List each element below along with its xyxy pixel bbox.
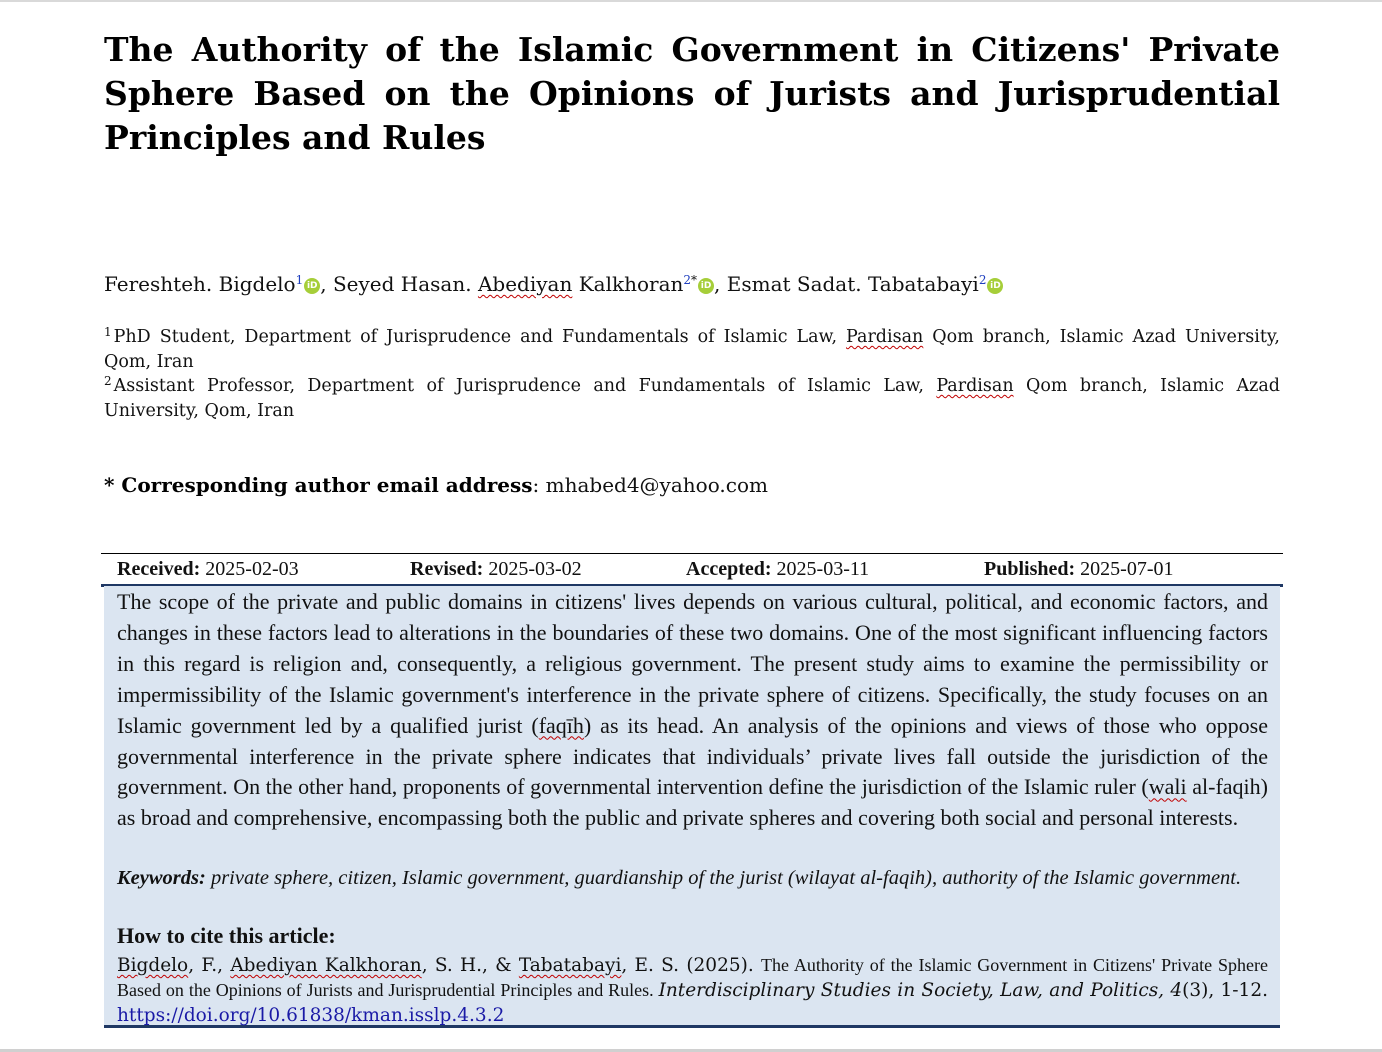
author-name-misspelled: Abediyan [477,272,573,296]
accepted-label: Accepted: [686,558,772,580]
affiliation-text: Qom branch, Islamic Azad University, Qom, Iran [104,376,1280,421]
revised-label: Revised: [410,558,484,580]
cite-author: Bigdelo [117,955,189,976]
author-name: Fereshteh. Bigdelo [104,272,296,296]
affiliation-number: 1 [104,325,112,339]
keywords-label: Keywords: [117,867,206,889]
cite-author: Tabatabayi [518,955,622,976]
author-name: Kalkhoran [572,272,684,296]
corresponding-email[interactable]: mhabed4@yahoo.com [545,473,768,497]
abstract-text [117,587,1268,834]
author-affil-sup: 2 [978,273,987,287]
cite-text: , E. S. (2025). [621,955,761,976]
keywords [117,864,1268,892]
corresponding-label: * Corresponding author email address [104,473,533,497]
orcid-icon[interactable]: iD [304,278,320,294]
author-affil-sup: 2 [683,273,692,287]
author-affil-sup: 1 [295,273,304,287]
top-rule [0,0,1382,2]
received-date [117,555,299,583]
affiliation-text: PhD Student, Department of Jurisprudence and Fundamentals of Islamic Law, [113,327,847,347]
article-title: The Authority of the Islamic Government in Citizens' Private Sphere Based on the Opinions of Jurists and Jurisprudential Principles and Rules [104,30,1280,157]
cite-text: , S. H., & [421,955,519,976]
affiliation-text: Assistant Professor, Department of Jurisprudence and Fundamentals of Islamic Law, [113,376,937,396]
author-name: Esmat Sadat. Tabatabayi [726,272,979,296]
doi-link[interactable]: https://doi.org/10.61838/kman.isslp.4.3.2 [117,1005,505,1026]
affiliation-1 [104,320,1280,375]
corresponding-mark: * [691,273,698,287]
revised-date [410,555,582,583]
affiliation-text: Qom branch, Islamic Azad University, Qom, Iran [104,327,1280,372]
author-list: Fereshteh. Bigdelo$^1$ iD , Seyed Hasan. Abediyan Kalkhoran$^{2*}$ iD , Esmat Sadat. Tabatabayi$^2$ iD [104,265,1280,299]
revised-value: 2025-03-02 [488,558,582,580]
cite-journal: Interdisciplinary Studies in Society, Law, and Politics, 4 [658,980,1183,1001]
accepted-date [686,555,869,583]
orcid-icon[interactable]: iD [698,278,714,294]
cite-heading: How to cite this article: [117,923,336,948]
citation [117,953,1268,1028]
cite-author: Abediyan Kalkhoran [230,955,422,976]
keywords-text: private sphere, citizen, Islamic government, guardianship of the jurist (wilayat al-faqih), authority of the Islamic government. [205,867,1242,889]
abstract-box [104,586,1280,1028]
published-value: 2025-07-01 [1080,558,1174,580]
affiliation-text: Pardisan [936,376,1014,396]
published-label: Published: [984,558,1076,580]
author-name: Seyed Hasan. [332,272,478,296]
accepted-value: 2025-03-11 [776,558,870,580]
received-label: Received: [117,558,201,580]
orcid-icon[interactable]: iD [987,278,1003,294]
abstract-term: faqīh [538,712,584,738]
published-date [984,555,1173,583]
corresponding-author: * Corresponding author email address: mhabed4@yahoo.com [104,473,768,497]
affiliation-text: Pardisan [846,327,924,347]
abstract-segment: ) as its head. An analysis of the opinions and views of those who oppose governmental interference in the private sphere indicates that individuals’ private lives fall outside the jurisdiction of the government. On the other hand, proponents of governmental intervention define the jurisdiction of the Islamic ruler ( [117,712,1268,800]
abstract-segment: The scope of the private and public domains in citizens' lives depends on various cultural, political, and economic factors, and changes in these factors lead to alterations in the boundaries of these two domains. One of the most significant influencing factors in this regard is religion and, consequently, a religious government. The present study aims to examine the permissibility or impermissibility of the Islamic government's interference in the private sphere of citizens. Specifically, the study focuses on an Islamic government led by a qualified jurist ( [117,589,1268,738]
cite-title: The Authority of the Islamic Government in Citizens' Private Sphere Based on the Opinions of Jurists and Jurisprudential Principles and Rules. [117,955,1268,1000]
abstract-term: wali [1148,774,1187,800]
received-value: 2025-02-03 [205,558,299,580]
dates-row [101,553,1283,587]
affiliation-number: 2 [104,374,112,388]
affiliation-2 [104,369,1280,424]
cite-text: , F., [188,955,231,976]
cite-issue: (3), 1-12. [1182,980,1268,1001]
abstract-segment: al-faqih) as broad and comprehensive, encompassing both the public and private spheres and covering both social and personal interests. [117,774,1268,831]
